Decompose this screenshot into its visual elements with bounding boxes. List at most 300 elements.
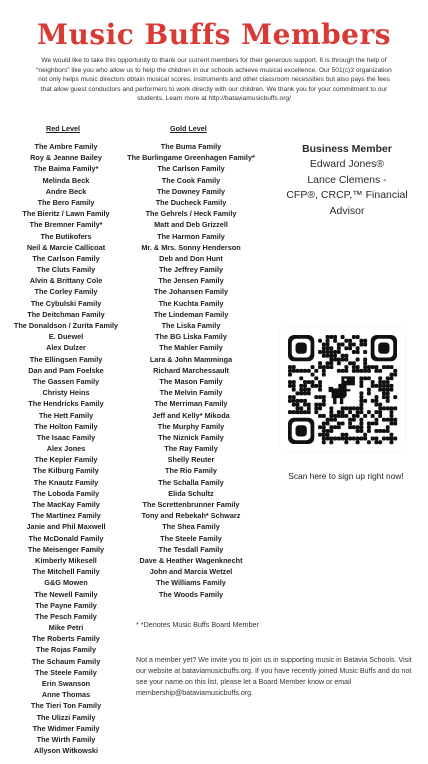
red-level-heading: Red Level: [46, 124, 80, 133]
qr-module: [374, 421, 378, 425]
member-name: The Jeffrey Family: [158, 265, 224, 275]
qr-module: [307, 380, 311, 384]
member-name: The Bremner Family*: [29, 220, 103, 230]
qr-module: [386, 418, 390, 422]
qr-module: [296, 399, 300, 403]
qr-module: [296, 406, 300, 410]
qr-module: [363, 350, 367, 354]
qr-module: [333, 414, 337, 418]
qr-module: [359, 421, 363, 425]
qr-module: [359, 425, 363, 429]
qr-module: [386, 429, 390, 433]
qr-module: [374, 440, 378, 444]
member-name: The Loboda Family: [32, 488, 100, 498]
qr-module: [329, 361, 333, 365]
qr-module: [356, 414, 360, 418]
qr-module: [296, 410, 300, 414]
qr-module: [359, 339, 363, 343]
qr-module: [356, 436, 360, 440]
member-name: The Mason Family: [159, 376, 223, 386]
business-member-block: [272, 143, 422, 219]
qr-module: [322, 350, 326, 354]
qr-module: [371, 384, 375, 388]
qr-module: [322, 414, 326, 418]
gold-level-column: [124, 124, 258, 600]
qr-module: [299, 384, 303, 388]
qr-module: [329, 350, 333, 354]
qr-module: [329, 410, 333, 414]
qr-module: [389, 421, 393, 425]
qr-module: [322, 403, 326, 407]
qr-module: [326, 354, 330, 358]
qr-module: [303, 399, 307, 403]
qr-module: [296, 391, 300, 395]
qr-module: [348, 421, 352, 425]
qr-module: [382, 429, 386, 433]
page-title: Music Buffs Members: [36, 18, 392, 51]
member-name: The Downey Family: [156, 186, 226, 196]
qr-module: [299, 369, 303, 373]
qr-module: [393, 418, 397, 422]
member-name: The Holton Family: [34, 421, 98, 431]
member-name: The Jensen Family: [158, 276, 224, 286]
qr-module: [333, 354, 337, 358]
qr-module: [322, 436, 326, 440]
qr-module: [333, 339, 337, 343]
qr-module: [363, 399, 367, 403]
member-name: The Ellingsen Family: [29, 354, 103, 364]
member-name: Erin Swanson: [41, 679, 91, 688]
qr-module: [352, 425, 356, 429]
member-name: Richard Marchessault: [153, 365, 229, 375]
qr-module: [288, 380, 292, 384]
qr-module: [303, 403, 307, 407]
member-name: Jeff and Kelly* Mikoda: [152, 410, 230, 420]
qr-module: [359, 406, 363, 410]
qr-module: [292, 410, 296, 414]
qr-module: [292, 388, 296, 392]
qr-module: [333, 425, 337, 429]
member-name: Dave & Heather Wagenknecht: [139, 555, 243, 565]
qr-module: [382, 406, 386, 410]
qr-module: [374, 403, 378, 407]
qr-module: [344, 346, 348, 350]
member-name: The Kepler Family: [34, 455, 98, 465]
qr-module: [378, 376, 382, 380]
qr-module: [389, 384, 393, 388]
member-name: The Hendricks Family: [28, 399, 104, 409]
qr-module: [326, 339, 330, 343]
member-name: Elida Schultz: [168, 488, 214, 498]
member-name: The Rojas Family: [35, 645, 96, 655]
member-name: The Buma Family: [160, 142, 222, 151]
member-name: G&G Mowen: [44, 578, 88, 588]
qr-module: [386, 376, 390, 380]
qr-module: [333, 350, 337, 354]
qr-module: [314, 410, 318, 414]
qr-module: [359, 418, 363, 422]
member-name: The Niznick Family: [158, 432, 224, 442]
qr-module: [337, 369, 341, 373]
member-name: Shelly Reuter: [167, 455, 215, 465]
qr-module: [363, 369, 367, 373]
member-name: The BG Liska Family: [155, 332, 227, 342]
qr-module: [299, 399, 303, 403]
member-name: The Carlson Family: [32, 253, 100, 263]
gold-level-heading: Gold Level: [170, 124, 207, 133]
qr-module: [371, 365, 375, 369]
qr-module: [318, 425, 322, 429]
member-name: The Isaac Family: [36, 432, 96, 442]
qr-module: [378, 384, 382, 388]
qr-module: [292, 384, 296, 388]
qr-module: [337, 358, 341, 362]
qr-module: [288, 369, 292, 373]
qr-module: [356, 358, 360, 362]
qr-module: [378, 369, 382, 373]
qr-module: [374, 410, 378, 414]
qr-module: [378, 440, 382, 444]
qr-module: [352, 414, 356, 418]
qr-module: [322, 425, 326, 429]
business-member-line: Edward Jones®: [309, 158, 385, 170]
qr-module: [329, 429, 333, 433]
qr-module: [344, 358, 348, 362]
qr-module: [382, 395, 386, 399]
member-name: The Carlson Family: [157, 164, 225, 174]
business-member-heading: Business Member: [302, 143, 392, 155]
qr-module: [329, 358, 333, 362]
qr-module: [288, 395, 292, 399]
member-name: Christy Heins: [42, 388, 90, 398]
qr-module: [363, 433, 367, 437]
qr-module: [303, 388, 307, 392]
qr-module: [359, 436, 363, 440]
member-name: Roy & Jeanne Bailey: [30, 153, 102, 163]
member-name: E. Duewel: [48, 332, 84, 342]
qr-module: [296, 403, 300, 407]
qr-module: [389, 365, 393, 369]
qr-module: [299, 406, 303, 410]
not-a-member-paragraph: Not a member yet? We invite you to join us in supporting music in Batavia Schools. Visit our website at bataviamusicbuffs.org. If you have recently joined Music Buffs and do not see your name on this list, please let a Board Member know or email membership@bataviamusicbuffs.org.: [136, 656, 412, 697]
member-name: Matt and Deb Grizzell: [154, 220, 228, 230]
qr-module: [359, 376, 363, 380]
qr-module: [386, 425, 390, 429]
qr-module: [318, 414, 322, 418]
member-name: The Steele Family: [35, 667, 97, 677]
member-name: The Wirth Family: [36, 734, 96, 744]
qr-module: [348, 343, 352, 347]
qr-module: [356, 429, 360, 433]
qr-module: [363, 343, 367, 347]
qr-module: [292, 399, 296, 403]
member-name: Allyson Witkowski: [34, 746, 98, 756]
qr-module: [386, 395, 390, 399]
qr-module: [314, 395, 318, 399]
qr-module: [367, 429, 371, 433]
qr-module: [326, 343, 330, 347]
member-name: John and Marcia Wetzel: [149, 567, 233, 577]
qr-module: [341, 410, 345, 414]
member-name: Tony and Rebekah* Schwarz: [141, 511, 241, 521]
qr-module: [389, 418, 393, 422]
qr-module: [341, 369, 345, 373]
qr-module: [356, 346, 360, 350]
qr-module: [389, 373, 393, 377]
qr-module: [348, 418, 352, 422]
qr-module: [318, 380, 322, 384]
qr-module: [288, 399, 292, 403]
business-member-line: Advisor: [329, 204, 365, 217]
qr-module: [322, 399, 326, 403]
qr-module: [363, 414, 367, 418]
qr-module: [326, 335, 330, 339]
qr-module: [329, 414, 333, 418]
member-name: The Corley Family: [34, 287, 98, 297]
qr-module: [363, 339, 367, 343]
member-name: The Newell Family: [34, 589, 98, 599]
qr-module: [374, 384, 378, 388]
qr-module: [337, 410, 341, 414]
member-name: The Martinez Family: [31, 511, 101, 521]
qr-module: [344, 354, 348, 358]
member-name: The Merriman Family: [154, 399, 228, 409]
qr-module: [352, 335, 356, 339]
qr-module: [374, 365, 378, 369]
qr-module: [329, 425, 333, 429]
member-name: The Lindeman Family: [153, 309, 229, 319]
qr-module: [344, 365, 348, 369]
red-level-column: [6, 124, 126, 756]
qr-module: [371, 380, 375, 384]
qr-module: [356, 350, 360, 354]
member-name: The Liska Family: [161, 321, 221, 330]
member-name: The Williams Family: [156, 578, 226, 588]
member-name: The Kuchta Family: [158, 298, 224, 308]
qr-module: [374, 369, 378, 373]
qr-module: [378, 429, 382, 433]
qr-module: [348, 346, 352, 350]
qr-module: [318, 403, 322, 407]
qr-module: [311, 373, 315, 377]
qr-module: [296, 369, 300, 373]
member-name: The Ulizzi Family: [36, 712, 96, 722]
qr-module: [359, 410, 363, 414]
member-name: The Pesch Family: [35, 611, 97, 621]
qr-module: [348, 436, 352, 440]
qr-module: [352, 418, 356, 422]
qr-module: [367, 440, 371, 444]
qr-module: [307, 403, 311, 407]
qr-module: [378, 414, 382, 418]
qr-module: [322, 369, 326, 373]
qr-module: [322, 429, 326, 433]
member-name: The Hett Family: [38, 410, 94, 420]
qr-module: [299, 388, 303, 392]
qr-module: [374, 399, 378, 403]
qr-module: [292, 395, 296, 399]
qr-module: [322, 440, 326, 444]
member-name: The Johansen Family: [153, 287, 229, 297]
qr-module: [367, 425, 371, 429]
member-name: The Meisenger Family: [27, 544, 105, 554]
member-name: Alex Dulzer: [46, 343, 86, 353]
qr-module: [382, 384, 386, 388]
qr-module: [344, 339, 348, 343]
qr-module: [363, 365, 367, 369]
qr-module: [329, 436, 333, 440]
qr-module: [307, 388, 311, 392]
qr-module: [359, 369, 363, 373]
qr-module: [378, 380, 382, 384]
qr-module: [303, 410, 307, 414]
qr-module: [356, 406, 360, 410]
qr-module: [329, 335, 333, 339]
qr-module: [326, 421, 330, 425]
gold-level-list: [124, 141, 258, 600]
qr-module: [348, 425, 352, 429]
qr-module: [359, 380, 363, 384]
qr-module: [359, 391, 363, 395]
qr-module: [344, 369, 348, 373]
qr-module: [318, 406, 322, 410]
qr-module: [299, 391, 303, 395]
qr-module: [303, 391, 307, 395]
qr-module: [389, 433, 393, 437]
member-name: The Rio Family: [165, 466, 217, 476]
qr-module: [337, 421, 341, 425]
qr-module: [359, 395, 363, 399]
qr-module: [322, 343, 326, 347]
qr-module: [314, 403, 318, 407]
qr-module: [382, 380, 386, 384]
qr-module: [378, 406, 382, 410]
member-name: Kimberly Mikesell: [35, 555, 97, 565]
qr-module: [367, 369, 371, 373]
qr-module: [363, 436, 367, 440]
member-name: The Baima Family*: [33, 164, 99, 174]
qr-module: [303, 384, 307, 388]
member-name: The Donaldson / Zurita Family: [13, 321, 119, 330]
qr-module: [333, 335, 337, 339]
qr-module: [307, 410, 311, 414]
qr-module: [352, 343, 356, 347]
qr-module: [386, 391, 390, 395]
qr-module: [363, 376, 367, 380]
member-name: Mike Petri: [48, 623, 84, 633]
qr-module: [382, 436, 386, 440]
member-name: The Kilburg Family: [33, 466, 99, 476]
qr-module: [382, 391, 386, 395]
red-level-list: [6, 141, 126, 756]
member-name: The Widmer Family: [32, 723, 100, 733]
qr-module: [352, 350, 356, 354]
qr-module: [326, 436, 330, 440]
qr-module: [326, 350, 330, 354]
qr-module: [292, 380, 296, 384]
qr-module: [356, 365, 360, 369]
qr-module: [329, 346, 333, 350]
qr-module: [322, 365, 326, 369]
member-name: Melinda Beck: [42, 175, 90, 185]
qr-module: [314, 406, 318, 410]
member-name: The Bieritz / Lawn Family: [22, 209, 110, 219]
qr-module: [359, 399, 363, 403]
qr-module: [386, 380, 390, 384]
member-name: The Cluts Family: [36, 265, 96, 275]
qr-module: [341, 358, 345, 362]
qr-module: [382, 388, 386, 392]
qr-module: [326, 346, 330, 350]
member-name: The Deitchman Family: [27, 309, 105, 319]
qr-module: [311, 384, 315, 388]
qr-module: [393, 373, 397, 377]
qr-module: [374, 436, 378, 440]
qr-module: [318, 339, 322, 343]
qr-module: [389, 414, 393, 418]
member-name: The Gassen Family: [32, 376, 100, 386]
qr-module: [352, 365, 356, 369]
member-name: The Tesdall Family: [158, 544, 224, 554]
qr-module: [389, 440, 393, 444]
qr-module: [303, 380, 307, 384]
qr-module: [382, 418, 386, 422]
qr-module: [337, 425, 341, 429]
qr-module: [386, 388, 390, 392]
qr-module: [318, 395, 322, 399]
qr-module: [374, 429, 378, 433]
qr-module: [337, 350, 341, 354]
qr-module: [352, 361, 356, 365]
board-member-footnote: * *Denotes Music Buffs Board Member: [136, 620, 259, 629]
qr-module: [371, 436, 375, 440]
qr-module: [341, 343, 345, 347]
qr-module: [352, 369, 356, 373]
qr-module: [322, 421, 326, 425]
qr-module: [311, 365, 315, 369]
qr-module: [344, 406, 348, 410]
qr-module: [356, 425, 360, 429]
qr-module: [363, 361, 367, 365]
qr-module: [303, 369, 307, 373]
qr-module: [374, 418, 378, 422]
qr-module: [386, 399, 390, 403]
qr-module: [329, 418, 333, 422]
qr-module: [288, 410, 292, 414]
qr-module: [326, 429, 330, 433]
qr-module: [311, 380, 315, 384]
qr-module: [393, 421, 397, 425]
qr-module: [378, 388, 382, 392]
member-name: The Cybulski Family: [30, 298, 102, 308]
member-name: The Screttenbrunner Family: [142, 500, 240, 509]
member-name: The Butikofers: [40, 231, 92, 241]
qr-module: [389, 376, 393, 380]
qr-module: [341, 414, 345, 418]
member-name: The Mitchell Family: [32, 567, 100, 577]
member-name: The Schalla Family: [158, 477, 224, 487]
qr-module: [322, 373, 326, 377]
qr-module: [329, 406, 333, 410]
member-name: The Bero Family: [37, 197, 95, 207]
qr-module: [348, 406, 352, 410]
member-name: The Murphy Family: [157, 421, 225, 431]
qr-code-with-dinosaur-icon[interactable]: [280, 327, 405, 452]
qr-module: [337, 346, 341, 350]
qr-module: [337, 414, 341, 418]
qr-module: [352, 406, 356, 410]
qr-module: [389, 388, 393, 392]
